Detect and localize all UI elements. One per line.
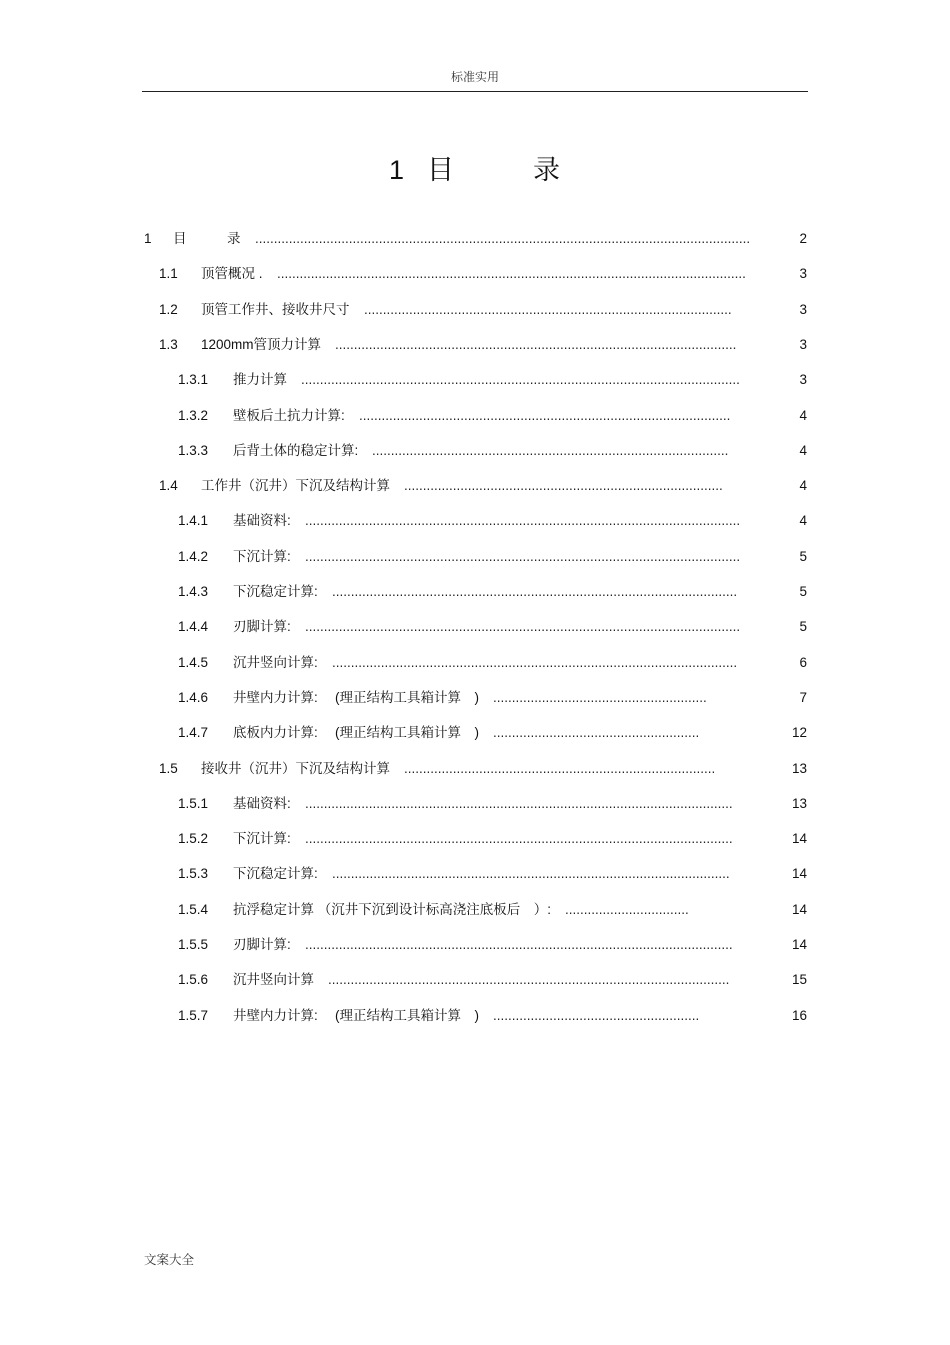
toc-entry-page: 14	[791, 901, 807, 917]
toc-entry-title: 井壁内力计算: (理正结构工具箱计算 )	[233, 1007, 479, 1023]
toc-entry-title: 工作井（沉井）下沉及结构计算	[201, 478, 390, 494]
toc-entry[interactable]	[0, 829, 950, 849]
toc-entry-title: 井壁内力计算: (理正结构工具箱计算 )	[233, 689, 479, 705]
toc-entry-page: 4	[799, 442, 807, 458]
toc-entry-number: 1.4.5	[178, 654, 209, 670]
toc-leader-dots: ............................................................................................................	[332, 654, 738, 670]
toc-entry[interactable]	[0, 335, 950, 355]
toc-entry-page: 3	[799, 372, 807, 388]
toc-entry-page: 13	[791, 760, 807, 776]
toc-entry-page: 3	[799, 301, 807, 317]
toc-entry-number: 1.4.4	[178, 619, 209, 635]
toc-entry-number: 1.4.7	[178, 725, 209, 741]
toc-leader-dots: .......................................................	[493, 1007, 700, 1023]
toc-entry[interactable]	[0, 1006, 950, 1026]
toc-leader-dots: ....................................................................................................................	[305, 548, 741, 564]
toc-entry-title: 刃脚计算:	[233, 619, 291, 635]
toc-entry-number: 1.1	[159, 266, 178, 282]
toc-leader-dots: .........................................................	[493, 689, 707, 705]
toc-entry-number: 1.5.4	[178, 901, 209, 917]
toc-entry-page: 5	[799, 619, 807, 635]
toc-leader-dots: ..................................................................................................................	[305, 795, 733, 811]
toc-entry-number: 1.3	[159, 336, 178, 352]
toc-leader-dots: ...................................................................................................	[359, 407, 731, 423]
toc-entry-number: 1.5.2	[178, 831, 209, 847]
page-header: 标准实用	[450, 70, 499, 84]
toc-entry-page: 4	[799, 478, 807, 494]
toc-entry-title: 沉井竖向计算	[233, 972, 314, 988]
toc-entry-title: 1200mm管顶力计算	[201, 336, 322, 352]
toc-leader-dots: ....................................................................................................................	[305, 619, 741, 635]
toc-leader-dots: ..................................................................................................	[364, 301, 732, 317]
toc-leader-dots: ............................................................................................................	[332, 584, 738, 599]
toc-entry[interactable]	[0, 406, 950, 426]
toc-entry[interactable]	[0, 759, 950, 779]
title-number: 1	[388, 155, 406, 185]
toc-entry-page: 5	[799, 548, 807, 564]
toc-entry[interactable]	[0, 794, 950, 814]
toc-entry-page: 6	[799, 654, 807, 670]
toc-leader-dots: ....................................................................................................................	[305, 513, 741, 529]
toc-entry[interactable]	[0, 617, 950, 637]
toc-entry-title: 目 录	[173, 231, 241, 246]
toc-entry-title: 下沉计算:	[233, 831, 291, 847]
toc-entry-title: 基础资料:	[233, 795, 291, 811]
toc-entry-page: 4	[799, 407, 807, 423]
toc-entry-number: 1	[144, 231, 152, 246]
toc-entry[interactable]	[0, 653, 950, 673]
toc-entry-title: 沉井竖向计算:	[233, 654, 318, 670]
toc-entry-page: 2	[799, 231, 807, 246]
toc-entry-number: 1.3.1	[178, 372, 209, 388]
toc-leader-dots: ...........................................................................................................	[335, 336, 737, 352]
toc-entry-number: 1.4.3	[178, 584, 209, 599]
toc-leader-dots: ...............................................................................................	[372, 442, 729, 458]
toc-entry[interactable]	[0, 300, 950, 320]
toc-entry-number: 1.3.3	[178, 442, 209, 458]
toc-entry-number: 1.5.6	[178, 972, 209, 988]
toc-entry-number: 1.4.2	[178, 548, 209, 564]
header-divider	[142, 91, 808, 92]
toc-entry-title: 刃脚计算:	[233, 937, 291, 952]
toc-entry-title: 顶管工作井、接收井尺寸	[201, 301, 350, 317]
title-char-2: 录	[533, 155, 562, 185]
toc-entry-number: 1.4.1	[178, 513, 209, 529]
toc-entry-page: 14	[791, 831, 807, 847]
toc-leader-dots: ....................................................................................................................................	[255, 231, 751, 246]
toc-entry-title: 接收井（沉井）下沉及结构计算	[201, 760, 390, 776]
page-footer: 文案大全	[144, 1253, 195, 1267]
toc-entry-title: 下沉计算:	[233, 548, 291, 564]
toc-entry[interactable]	[0, 723, 950, 743]
toc-entry[interactable]	[0, 229, 950, 249]
toc-entry-title: 基础资料:	[233, 513, 291, 529]
toc-leader-dots: .............................................................................................................................	[277, 266, 746, 282]
toc-entry[interactable]	[0, 370, 950, 390]
toc-entry[interactable]	[0, 582, 950, 602]
toc-entry-number: 1.5	[159, 760, 178, 776]
toc-entry-page: 3	[799, 266, 807, 282]
toc-entry[interactable]	[0, 511, 950, 531]
toc-entry-number: 1.5.3	[178, 866, 209, 882]
toc-entry-page: 5	[799, 584, 807, 599]
toc-entry[interactable]	[0, 547, 950, 567]
toc-entry-number: 1.5.1	[178, 795, 209, 811]
toc-entry-page: 14	[791, 937, 807, 952]
toc-leader-dots: ...................................................................................	[404, 760, 716, 776]
toc-entry-title: 后背土体的稳定计算:	[233, 442, 359, 458]
toc-entry-page: 3	[799, 336, 807, 352]
toc-entry-page: 13	[791, 795, 807, 811]
toc-entry-page: 14	[791, 866, 807, 882]
toc-entry[interactable]	[0, 688, 950, 708]
toc-entry-number: 1.2	[159, 301, 178, 317]
toc-entry-page: 7	[799, 689, 807, 705]
toc-entry-title: 下沉稳定计算:	[233, 866, 318, 882]
toc-entry-title: 壁板后土抗力计算:	[233, 407, 345, 423]
toc-entry-number: 1.3.2	[178, 407, 209, 423]
toc-entry-page: 4	[799, 513, 807, 529]
toc-leader-dots: .......................................................	[493, 725, 700, 741]
toc-entry-title: 底板内力计算: (理正结构工具箱计算 )	[233, 725, 479, 741]
toc-leader-dots: ..................................................................................................................	[305, 831, 733, 847]
toc-entry-number: 1.4.6	[178, 689, 209, 705]
toc-entry-page: 16	[791, 1007, 807, 1023]
toc-entry[interactable]	[0, 476, 950, 496]
toc-leader-dots: ...........................................................................................................	[328, 972, 730, 988]
toc-leader-dots: .....................................................................................	[404, 478, 723, 494]
toc-entry-page: 15	[791, 972, 807, 988]
toc-leader-dots: .....................................................................................................................	[301, 372, 740, 388]
toc-entry-title: 推力计算	[233, 372, 287, 388]
toc-entry[interactable]	[0, 900, 950, 920]
toc-entry-title: 抗浮稳定计算 （沉井下沉到设计标高浇注底板后 ）:	[233, 901, 552, 917]
title-char-1: 目	[427, 155, 456, 185]
toc-entry-number: 1.4	[159, 478, 178, 494]
toc-entry[interactable]	[0, 970, 950, 990]
toc-leader-dots: ..........................................................................................................	[332, 866, 730, 882]
toc-entry-title: 下沉稳定计算:	[233, 584, 318, 599]
toc-entry-page: 12	[791, 725, 807, 741]
toc-leader-dots: .................................	[565, 901, 689, 917]
toc-entry-number: 1.5.7	[178, 1007, 209, 1023]
toc-leader-dots: ..................................................................................................................	[305, 937, 733, 952]
toc-entry[interactable]	[0, 441, 950, 461]
toc-entry-number: 1.5.5	[178, 937, 209, 952]
toc-entry[interactable]	[0, 935, 950, 955]
toc-entry[interactable]	[0, 264, 950, 284]
document-title	[0, 148, 950, 187]
toc-entry[interactable]	[0, 864, 950, 884]
toc-entry-title: 顶管概况 .	[201, 266, 263, 282]
